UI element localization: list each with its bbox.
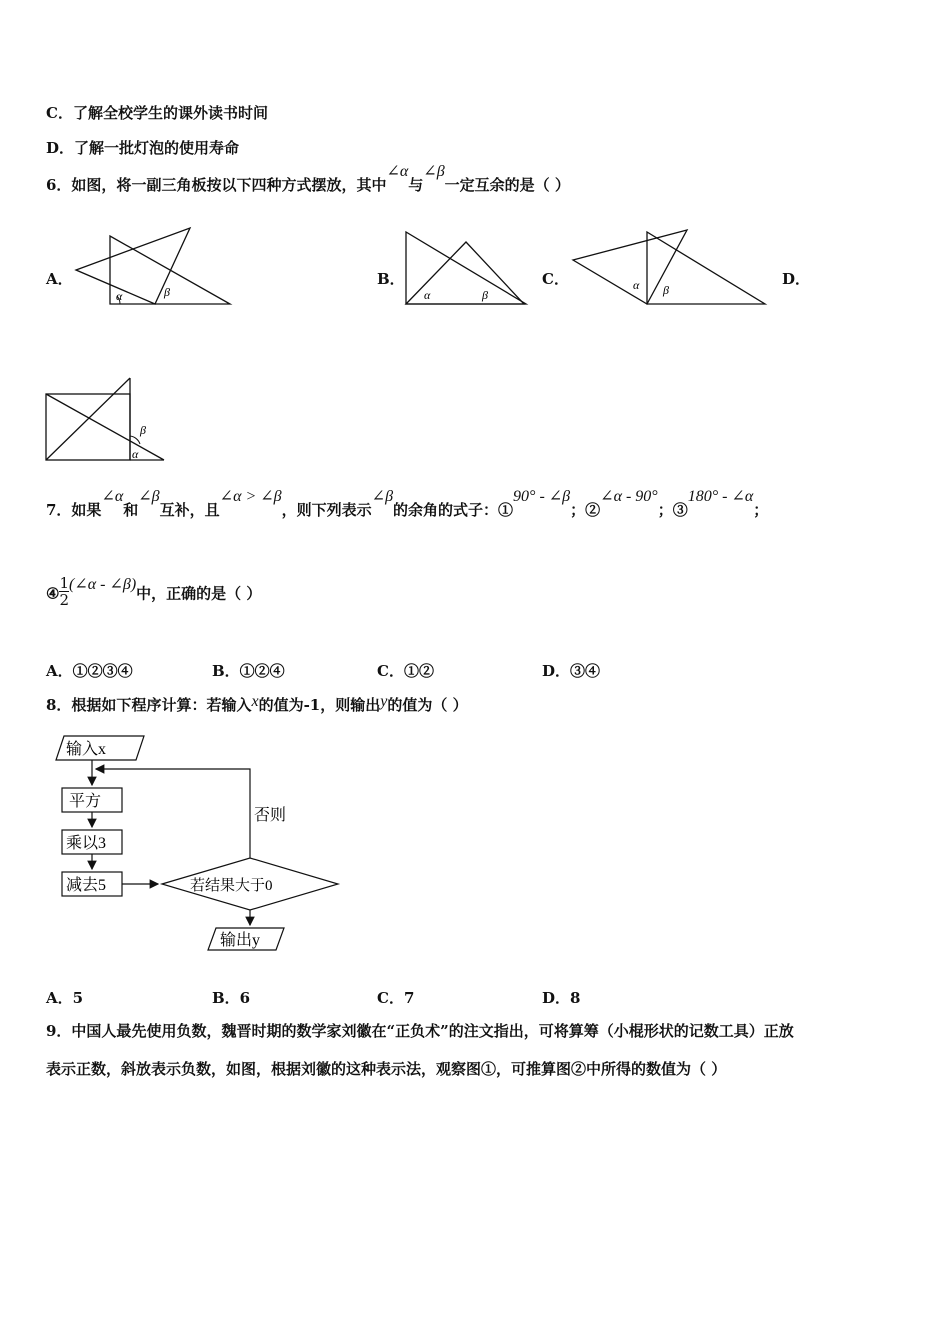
q8-option-b: B．6 — [212, 989, 251, 1007]
q6c-alpha: α — [633, 278, 640, 292]
q6-figure-d — [40, 372, 175, 467]
q7-stem-line1 — [46, 488, 769, 520]
q6-text-3: 一定互余的是（ ） — [444, 176, 570, 194]
q7-stem-line2 — [46, 574, 262, 611]
q8-option-c: C．7 — [377, 989, 415, 1007]
q7-sep-2: ；③ — [657, 501, 688, 519]
q8-text-1: 8．根据如下程序计算：若输入 — [46, 696, 252, 714]
q8-text-3: 的值为（ ） — [387, 696, 468, 714]
q7-inequality: ∠α > ∠β — [219, 488, 282, 505]
q7-expr-1: 90° - ∠β — [513, 488, 571, 505]
q6b-beta: β — [482, 288, 488, 302]
q8-flowchart — [50, 728, 350, 958]
q6-option-c-label: C． — [542, 270, 569, 288]
q6-angle-alpha: ∠α — [386, 163, 409, 180]
q8-var-y: y — [380, 693, 388, 710]
q5-option-d: D．了解一批灯泡的使用寿命 — [46, 139, 240, 157]
q7-sep-1: ；② — [570, 501, 601, 519]
q6-angle-beta: ∠β — [423, 163, 445, 180]
q7-option-b: B．①②④ — [212, 662, 285, 680]
q8-text-2: 的值为-1，则输出 — [258, 696, 381, 714]
q6-option-d-label: D． — [782, 270, 811, 288]
q6-text-1: 6．如图，将一副三角板按以下四种方式摆放，其中 — [46, 176, 387, 194]
q6b-alpha: α — [424, 288, 431, 302]
q6d-beta: β — [140, 423, 146, 437]
q7-text-3: ，则下列表示 — [281, 501, 372, 519]
q7-fraction — [59, 575, 69, 608]
q7-circle-4: ④ — [46, 584, 60, 603]
q6-option-b-label: B． — [377, 270, 405, 288]
q8-option-a: A．5 — [46, 989, 84, 1007]
q6d-alpha: α — [132, 447, 139, 461]
flow-output-text: 输出y — [220, 932, 261, 949]
q6-text-2: 与 — [408, 176, 424, 194]
q6-stem — [46, 163, 570, 195]
q7-text-2: 互补，且 — [159, 501, 220, 519]
q8-option-d: D．8 — [542, 989, 581, 1007]
q8-stem — [46, 694, 468, 715]
q7-fraction-den: 2 — [59, 591, 69, 609]
q7-angle-a: ∠α — [101, 488, 124, 505]
q6-figure-b — [398, 222, 533, 312]
q7-option-c: C．①② — [377, 662, 434, 680]
q6a-alpha: α — [116, 289, 123, 303]
q7-text-1: 7．如果 — [46, 501, 102, 519]
q6-figure-c — [565, 222, 775, 312]
q7-angle-b2: ∠β — [371, 488, 394, 505]
flow-mult-text: 乘以3 — [66, 835, 107, 852]
q7-expr-3: 180° - ∠α — [687, 488, 754, 505]
flow-square-text: 平方 — [69, 793, 102, 810]
flow-input-text: 输入x — [66, 741, 107, 758]
q7-text-5: 中，正确的是（ ） — [136, 584, 262, 603]
flow-else-text: 否则 — [254, 807, 287, 824]
q7-text-4: 的余角的式子：① — [393, 501, 514, 519]
q7-option-a: A．①②③④ — [46, 662, 133, 680]
q7-and: 和 — [123, 501, 139, 519]
flow-sub-text: 减去5 — [66, 877, 107, 894]
q7-sep-3: ； — [753, 501, 769, 519]
q7-expr-4: (∠α - ∠β) — [69, 575, 137, 593]
q8-var-x: x — [251, 693, 259, 710]
q7-angle-b: ∠β — [138, 488, 160, 505]
q6c-beta: β — [663, 283, 669, 297]
q6a-beta: β — [164, 285, 170, 299]
q9-stem-line2: 表示正数，斜放表示负数，如图，根据刘徽的这种表示法，观察图①，可推算图②中所得的数值为（ ） — [46, 1060, 727, 1078]
q6-option-a-label: A． — [46, 270, 73, 288]
q9-stem-line1: 9．中国人最先使用负数，魏晋时期的数学家刘徽在“正负术”的注文指出，可将算筹（小棍形状的记数工具）正放 — [46, 1022, 794, 1040]
q7-fraction-num: 1 — [59, 574, 69, 592]
flow-decision-text: 若结果大于0 — [190, 878, 273, 894]
q7-option-d: D．③④ — [542, 662, 601, 680]
q7-expr-2: ∠α - 90° — [600, 488, 658, 505]
q6-figure-a — [70, 222, 240, 312]
q5-option-c: C．了解全校学生的课外读书时间 — [46, 104, 268, 122]
